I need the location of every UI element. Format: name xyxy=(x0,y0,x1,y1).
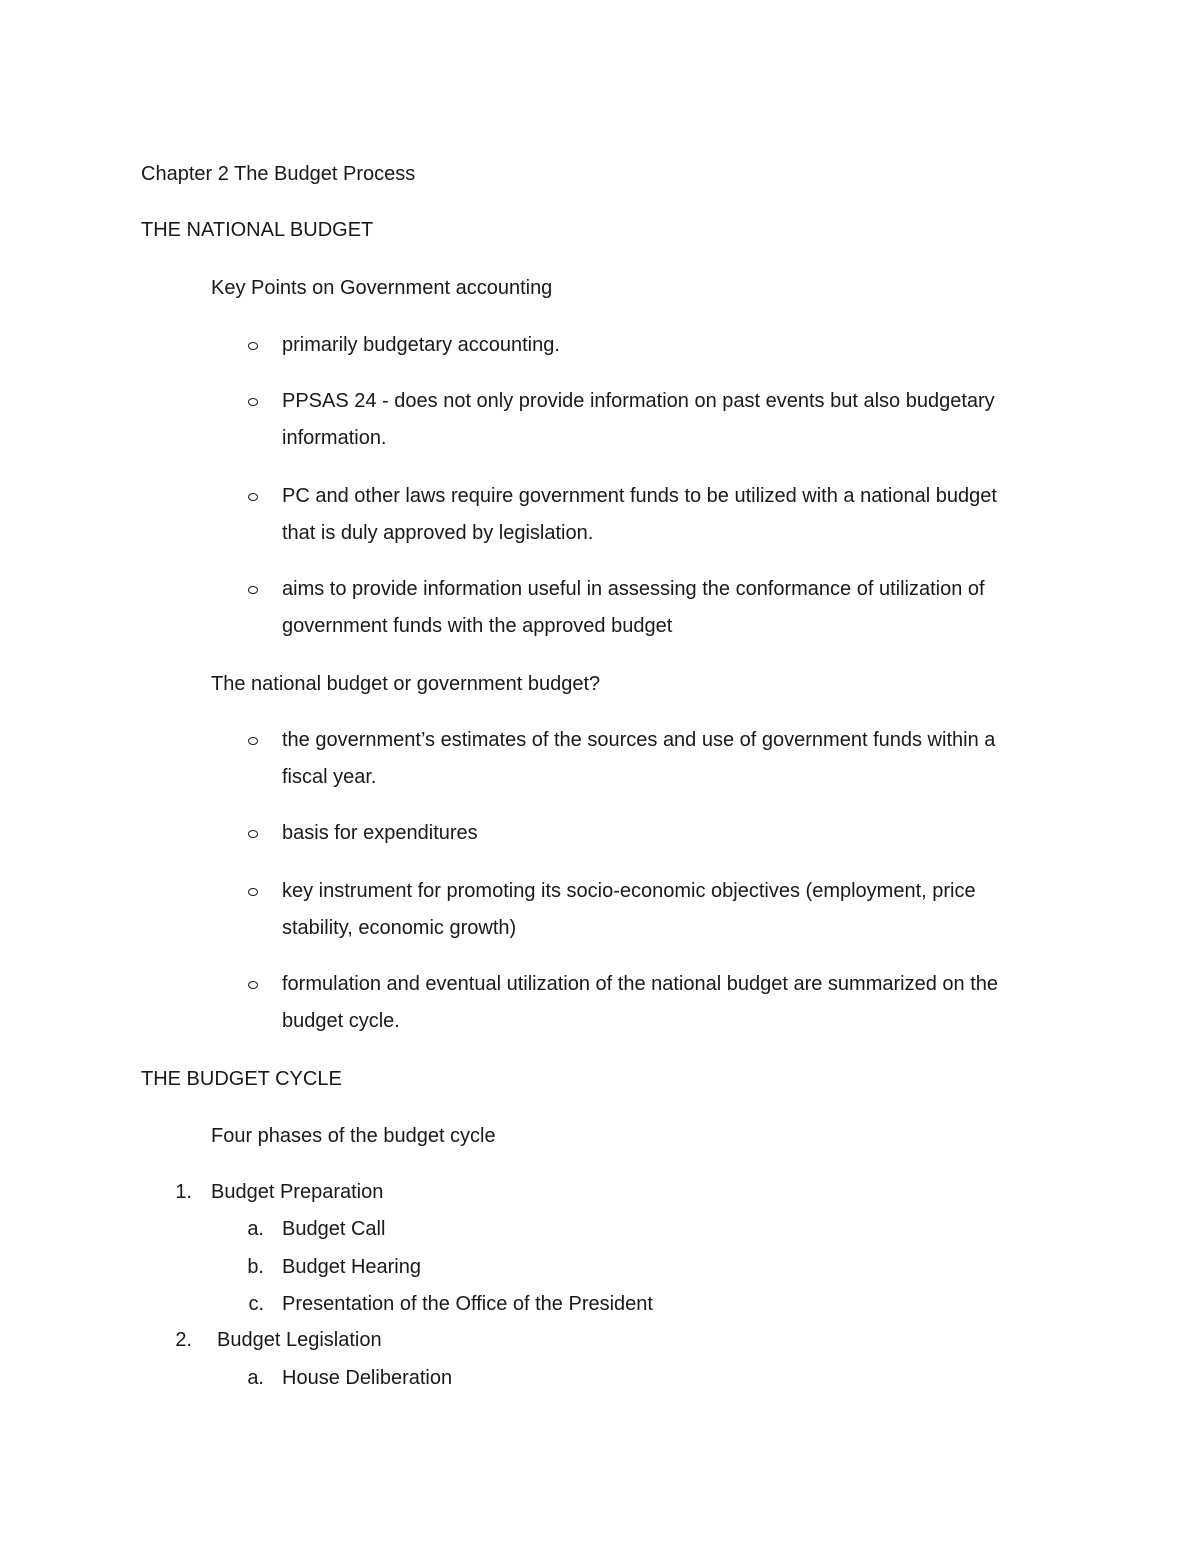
hollow-bullet-icon xyxy=(248,493,258,501)
hollow-bullet-icon xyxy=(248,830,258,838)
sub-item: House Deliberation xyxy=(282,1367,453,1389)
list-item-continuation: information. xyxy=(282,427,387,449)
list-number: 1. xyxy=(175,1181,192,1203)
phase-title: Budget Preparation xyxy=(211,1181,384,1203)
list-item: formulation and eventual utilization of the national budget are summarized on the xyxy=(282,973,999,995)
list-item-continuation: that is duly approved by legislation. xyxy=(282,522,594,544)
hollow-bullet-icon xyxy=(248,398,258,406)
phases-label: Four phases of the budget cycle xyxy=(211,1125,496,1147)
sub-item: Budget Call xyxy=(282,1218,386,1240)
hollow-bullet-icon xyxy=(248,737,258,745)
hollow-bullet-icon xyxy=(248,888,258,896)
list-item-continuation: stability, economic growth) xyxy=(282,917,517,939)
hollow-bullet-icon xyxy=(248,981,258,989)
list-letter: a. xyxy=(247,1367,264,1389)
definition-label: The national budget or government budget? xyxy=(211,673,601,695)
list-item: basis for expenditures xyxy=(282,822,478,844)
list-item: PPSAS 24 - does not only provide information on past events but also budgetary xyxy=(282,390,995,412)
list-item: primarily budgetary accounting. xyxy=(282,334,560,356)
hollow-bullet-icon xyxy=(248,586,258,594)
list-item-continuation: budget cycle. xyxy=(282,1010,400,1032)
hollow-bullet-icon xyxy=(248,342,258,350)
list-number: 2. xyxy=(175,1329,192,1351)
list-item-continuation: government funds with the approved budget xyxy=(282,615,673,637)
chapter-title: Chapter 2 The Budget Process xyxy=(141,163,416,185)
list-item: the government’s estimates of the sources and use of government funds within a xyxy=(282,729,996,751)
section-heading-national-budget: THE NATIONAL BUDGET xyxy=(141,219,374,241)
list-item: key instrument for promoting its socio-economic objectives (employment, price xyxy=(282,880,976,902)
section-heading-budget-cycle: THE BUDGET CYCLE xyxy=(141,1068,342,1090)
key-points-label: Key Points on Government accounting xyxy=(211,277,553,299)
sub-item: Presentation of the Office of the President xyxy=(282,1293,653,1315)
phase-title: Budget Legislation xyxy=(217,1329,382,1351)
list-item: aims to provide information useful in assessing the conformance of utilization of xyxy=(282,578,985,600)
list-letter: a. xyxy=(247,1218,264,1240)
list-letter: b. xyxy=(247,1256,264,1278)
sub-item: Budget Hearing xyxy=(282,1256,421,1278)
list-item-continuation: fiscal year. xyxy=(282,766,377,788)
list-item: PC and other laws require government funds to be utilized with a national budget xyxy=(282,485,997,507)
list-letter: c. xyxy=(248,1293,264,1315)
